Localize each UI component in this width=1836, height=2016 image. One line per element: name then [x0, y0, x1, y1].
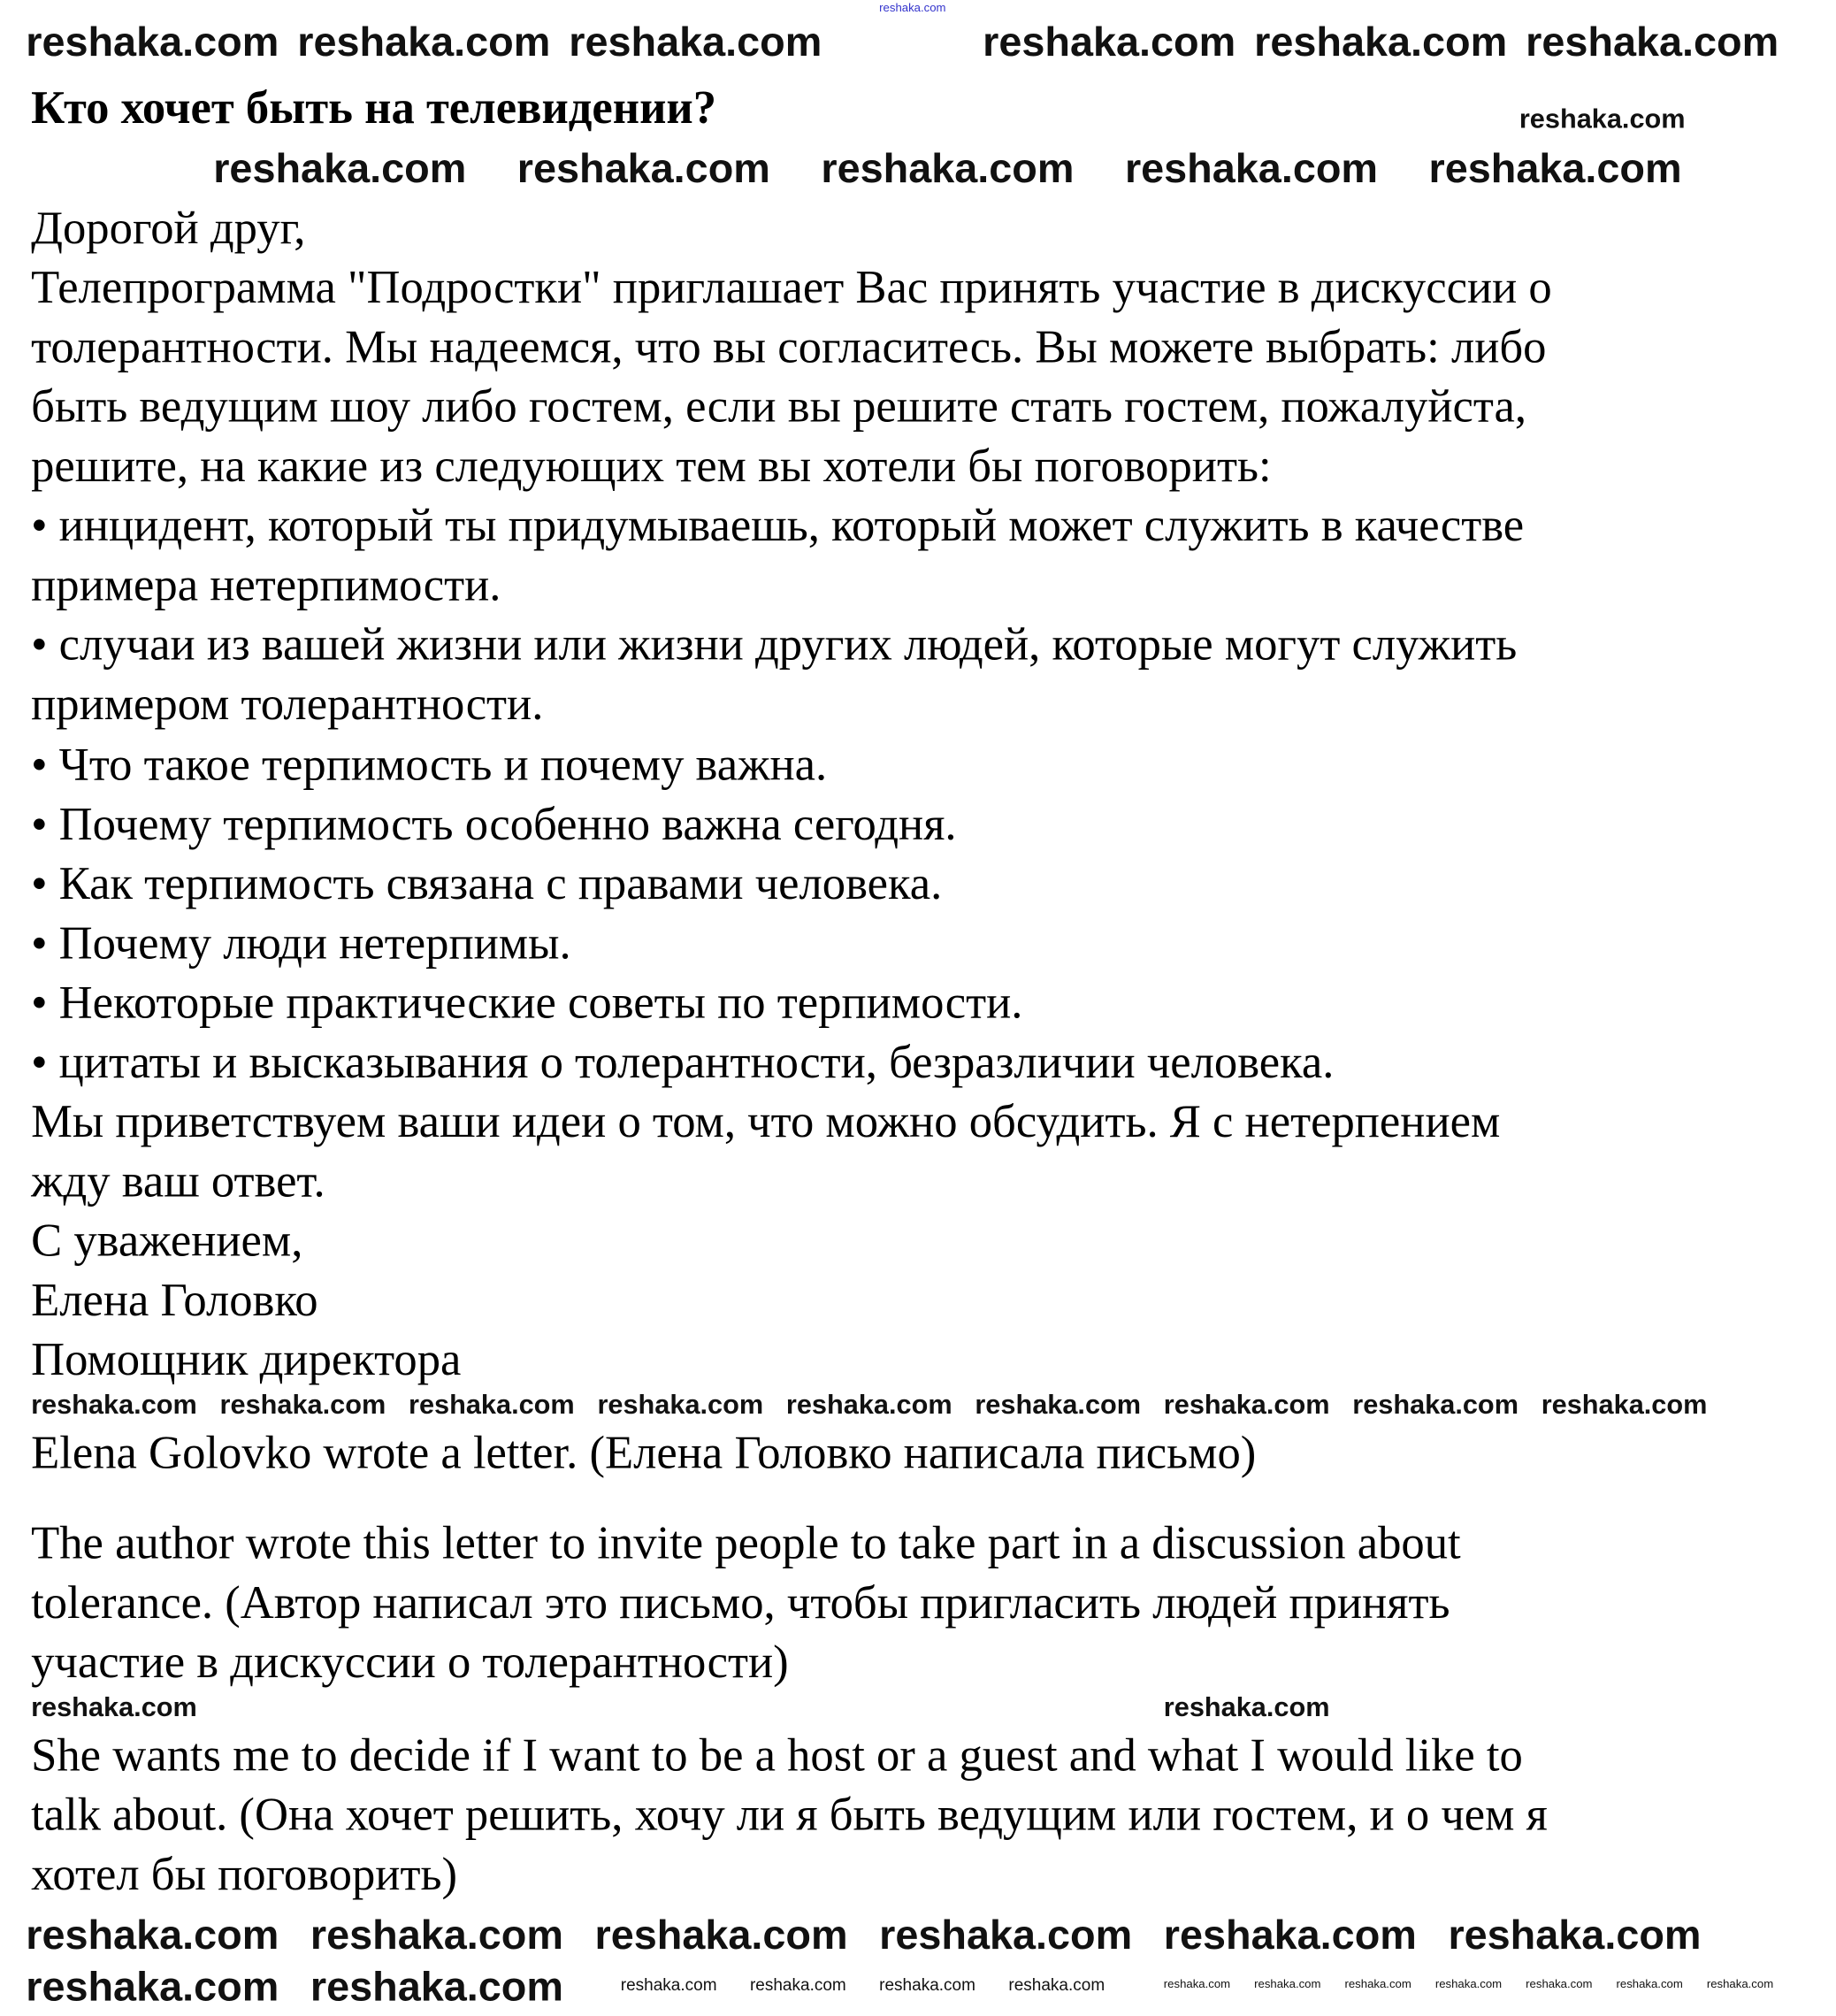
- watermark: reshaka.com: [975, 1390, 1142, 1421]
- watermark: reshaka.com: [297, 18, 551, 65]
- watermark: reshaka.com: [879, 1, 946, 15]
- list-item: • Что такое терпимость и почему важна.: [31, 738, 828, 791]
- watermark: reshaka.com: [26, 1911, 279, 1959]
- watermark: reshaka.com: [213, 144, 467, 192]
- list-item: • Почему терпимость особенно важна сегодня.: [31, 798, 957, 850]
- watermark: reshaka.com: [26, 1963, 279, 2010]
- watermark: reshaka.com: [1008, 1974, 1105, 1995]
- watermark: reshaka.com: [879, 1911, 1133, 1959]
- watermark: reshaka.com: [1124, 144, 1379, 192]
- list-item: • Как терпимость связана с правами человека.: [31, 857, 943, 909]
- watermark: reshaka.com: [1254, 1977, 1321, 1991]
- letter-line: Мы приветствуем ваши идеи о том, что можно обсудить. Я с нетерпением: [31, 1095, 1501, 1147]
- answer-line: участие в дискуссии о толерантности): [31, 1636, 789, 1688]
- watermark: reshaka.com: [1519, 104, 1686, 135]
- watermark: reshaka.com: [1526, 1977, 1593, 1991]
- watermark: reshaka.com: [1434, 1977, 1503, 1991]
- watermark: reshaka.com: [785, 1390, 952, 1421]
- watermark: reshaka.com: [1541, 1390, 1708, 1421]
- watermark: reshaka.com: [1616, 1977, 1683, 1991]
- letter-line: толерантности. Мы надеемся, что вы согласитесь. Вы можете выбрать: либо: [31, 320, 1547, 373]
- watermark: reshaka.com: [31, 1692, 197, 1723]
- list-item: • инцидент, который ты придумываешь, который может служить в качестве: [31, 499, 1525, 551]
- watermark: reshaka.com: [597, 1390, 764, 1421]
- letter-line: Телепрограмма "Подростки" приглашает Вас принять участие в дискуссии о: [31, 261, 1552, 313]
- watermark: reshaka.com: [1163, 1390, 1330, 1421]
- list-item: • Почему люди нетерпимы.: [31, 916, 571, 970]
- answer-line: Elena Golovko wrote a letter. (Елена Головко написала письмо): [31, 1426, 1257, 1479]
- letter-line: быть ведущим шоу либо гостем, если вы решите стать гостем, пожалуйста,: [31, 379, 1527, 433]
- letter-line: примера нетерпимости.: [31, 558, 501, 611]
- watermark: reshaka.com: [310, 1963, 563, 2010]
- watermark: reshaka.com: [1706, 1977, 1774, 1991]
- watermark: reshaka.com: [1163, 1692, 1330, 1723]
- letter-signature-role: Помощник директора: [31, 1333, 462, 1385]
- answer-line: хотел бы поговорить): [31, 1848, 457, 1900]
- letter-line: Дорогой друг,: [31, 202, 306, 254]
- watermark: reshaka.com: [31, 1390, 197, 1421]
- answer-line: The author wrote this letter to invite people to take part in a discussion about: [31, 1516, 1461, 1569]
- watermark: reshaka.com: [1254, 18, 1508, 65]
- document-title: Кто хочет быть на телевидении?: [31, 81, 717, 134]
- watermark: reshaka.com: [620, 1974, 717, 1995]
- letter-line: жду ваш ответ.: [31, 1154, 325, 1207]
- watermark: reshaka.com: [310, 1911, 563, 1959]
- answer-line: She wants me to decide if I want to be a host or a guest and what I would like to: [31, 1729, 1523, 1782]
- letter-closing: С уважением,: [31, 1214, 303, 1267]
- list-item: • Некоторые практические советы по терпимости.: [31, 976, 1023, 1029]
- watermark: reshaka.com: [1526, 18, 1779, 65]
- watermark: reshaka.com: [26, 18, 279, 65]
- letter-signature-name: Елена Головко: [31, 1274, 318, 1326]
- watermark: reshaka.com: [983, 18, 1236, 65]
- letter-line: решите, на какие из следующих тем вы хотели бы поговорить:: [31, 440, 1272, 492]
- watermark: reshaka.com: [219, 1390, 386, 1421]
- watermark: reshaka.com: [569, 18, 822, 65]
- list-item: • случаи из вашей жизни или жизни других людей, которые могут служить: [31, 617, 1518, 671]
- answer-line: tolerance. (Автор написал это письмо, чтобы пригласить людей принять: [31, 1576, 1450, 1629]
- watermark: reshaka.com: [1352, 1390, 1519, 1421]
- watermark: reshaka.com: [594, 1911, 848, 1959]
- watermark: reshaka.com: [1163, 1911, 1417, 1959]
- watermark: reshaka.com: [1163, 1977, 1231, 1991]
- watermark: reshaka.com: [1448, 1911, 1702, 1959]
- list-item: • цитаты и высказывания о толерантности, безразличии человека.: [31, 1036, 1335, 1088]
- letter-line: примером толерантности.: [31, 678, 544, 730]
- watermark: reshaka.com: [1344, 1977, 1411, 1991]
- watermark: reshaka.com: [1428, 144, 1682, 192]
- watermark: reshaka.com: [516, 144, 770, 192]
- watermark: reshaka.com: [749, 1974, 846, 1995]
- answer-line: talk about. (Она хочет решить, хочу ли я быть ведущим или гостем, и о чем я: [31, 1788, 1548, 1841]
- watermark: reshaka.com: [408, 1390, 575, 1421]
- watermark: reshaka.com: [821, 144, 1075, 192]
- watermark: reshaka.com: [879, 1974, 975, 1995]
